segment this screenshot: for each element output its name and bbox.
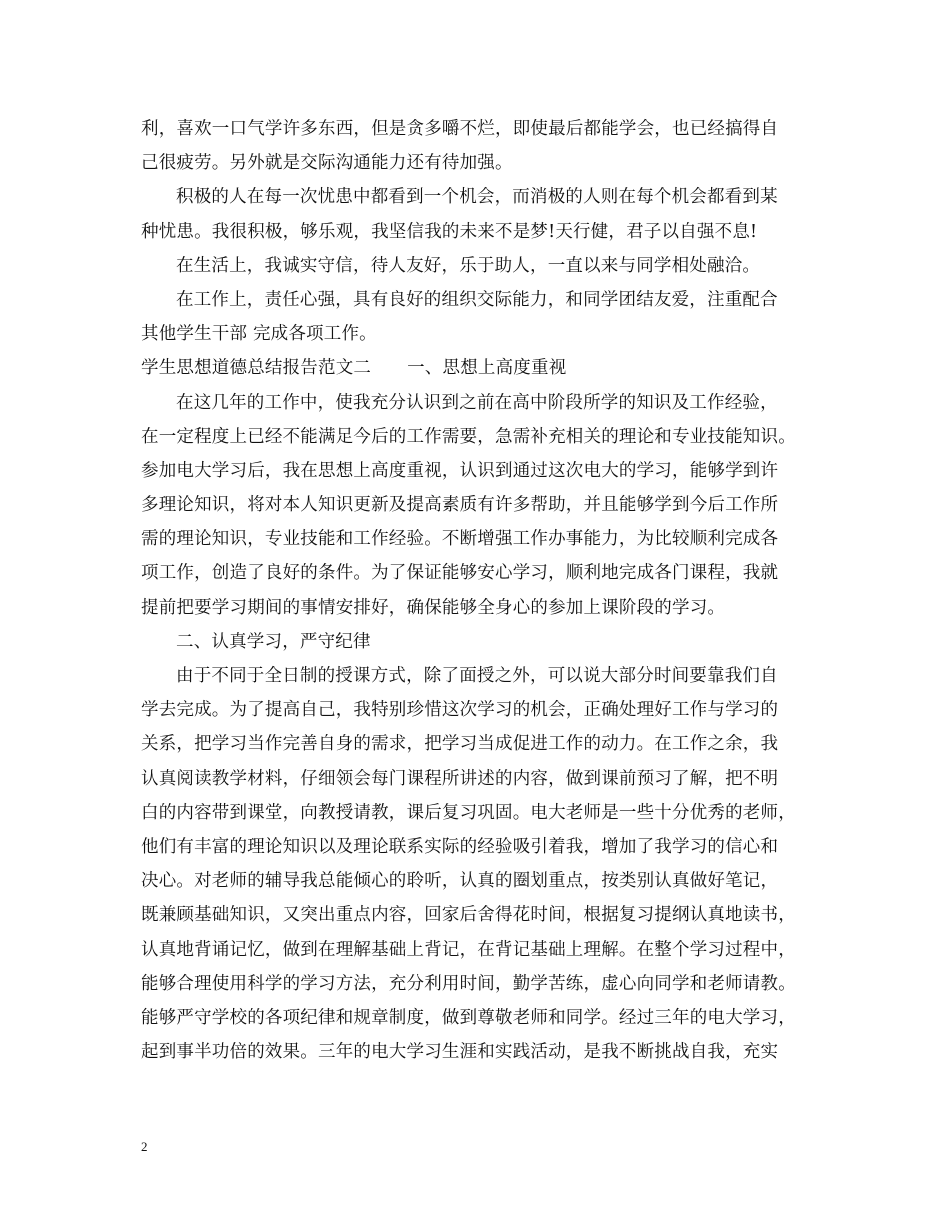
text-line-14: 提前把要学习期间的事情安排好，确保能够全身心的参加上课阶段的学习。 [141,597,726,618]
text-line-12: 需的理论知识，专业技能和工作经验。不断增强工作办事能力，为比较顺利完成各 [141,529,779,550]
text-line-20: 白的内容带到课堂，向教授请教，课后复习巩固。电大老师是一些十分优秀的老师， [141,802,796,823]
text-line-22: 决心。对老师的辅导我总能倾心的聆听，认真的圈划重点，按类别认真做好笔记， [141,871,779,892]
text-line-17: 学去完成。为了提高自己，我特别珍惜这次学习的机会，正确处理好工作与学习的 [141,700,779,721]
text-line-16: 由于不同于全日制的授课方式，除了面授之外，可以说大部分时间要靠我们自 [176,666,778,686]
report-title: 学生思想道德总结报告范文二 [141,358,372,379]
page-number: 2 [141,1139,148,1154]
text-line-23: 既兼顾基础知识，又突出重点内容，回家后舍得花时间，根据复习提纲认真地读书， [141,905,796,926]
text-line-4: 种忧患。我很积极，够乐观，我坚信我的未来不是梦!天行健，君子以自强不息! [141,221,758,242]
text-line-13: 项工作，创造了良好的条件。为了保证能够安心学习，顺利地完成各门课程，我就 [141,563,779,584]
text-line-5: 在生活上，我诚实守信，待人友好，乐于助人，一直以来与同学相处融洽。 [176,255,761,276]
text-line-15: 二、认真学习，严守纪律 [176,631,371,652]
text-line-25: 能够合理使用科学的学习方法，充分利用时间，勤学苦练，虚心向同学和老师请教。 [141,973,796,994]
text-line-24: 认真地背诵记忆，做到在理解基础上背记，在背记基础上理解。在整个学习过程中， [141,939,796,960]
section-heading [141,351,841,385]
text-line-26: 能够严守学校的各项纪律和规章制度，做到尊敬老师和同学。经过三年的电大学习， [141,1007,796,1028]
text-line-27: 起到事半功倍的效果。三年的电大学习生涯和实践活动，是我不断挑战自我，充实 [141,1042,779,1063]
text-line-7: 其他学生干部 完成各项工作。 [141,324,377,345]
text-line-21: 他们有丰富的理论知识以及理论联系实际的经验吸引着我，增加了我学习的信心和 [141,836,779,857]
document-body [141,112,841,1069]
text-line-2: 己很疲劳。另外就是交际沟通能力还有待加强。 [141,153,513,174]
text-line-18: 关系，把学习当作完善自身的需求，把学习当成促进工作的动力。在工作之余，我 [141,734,779,755]
text-line-1: 利，喜欢一口气学许多东西，但是贪多嚼不烂，即使最后都能学会，也已经搞得自 [141,119,779,139]
text-line-11: 多理论知识，将对本人知识更新及提高素质有许多帮助，并且能够学到今后工作所 [141,495,779,516]
section-subtitle: 一、思想上高度重视 [407,358,567,379]
text-line-10: 参加电大学习后，我在思想上高度重视，认识到通过这次电大的学习，能够学到许 [141,460,779,481]
text-line-6: 在工作上，责任心强，具有良好的组织交际能力，和同学团结友爱，注重配合 [176,289,778,310]
text-line-9: 在一定程度上已经不能满足今后的工作需要，急需补充相关的理论和专业技能知识。 [141,426,796,447]
text-line-19: 认真阅读教学材料，仔细领会每门课程所讲述的内容，做到课前预习了解，把不明 [141,768,779,789]
text-line-8: 在这几年的工作中，使我充分认识到之前在高中阶段所学的知识及工作经验， [176,392,778,413]
text-line-3: 积极的人在每一次忧患中都看到一个机会，而消极的人则在每个机会都看到某 [176,187,778,208]
